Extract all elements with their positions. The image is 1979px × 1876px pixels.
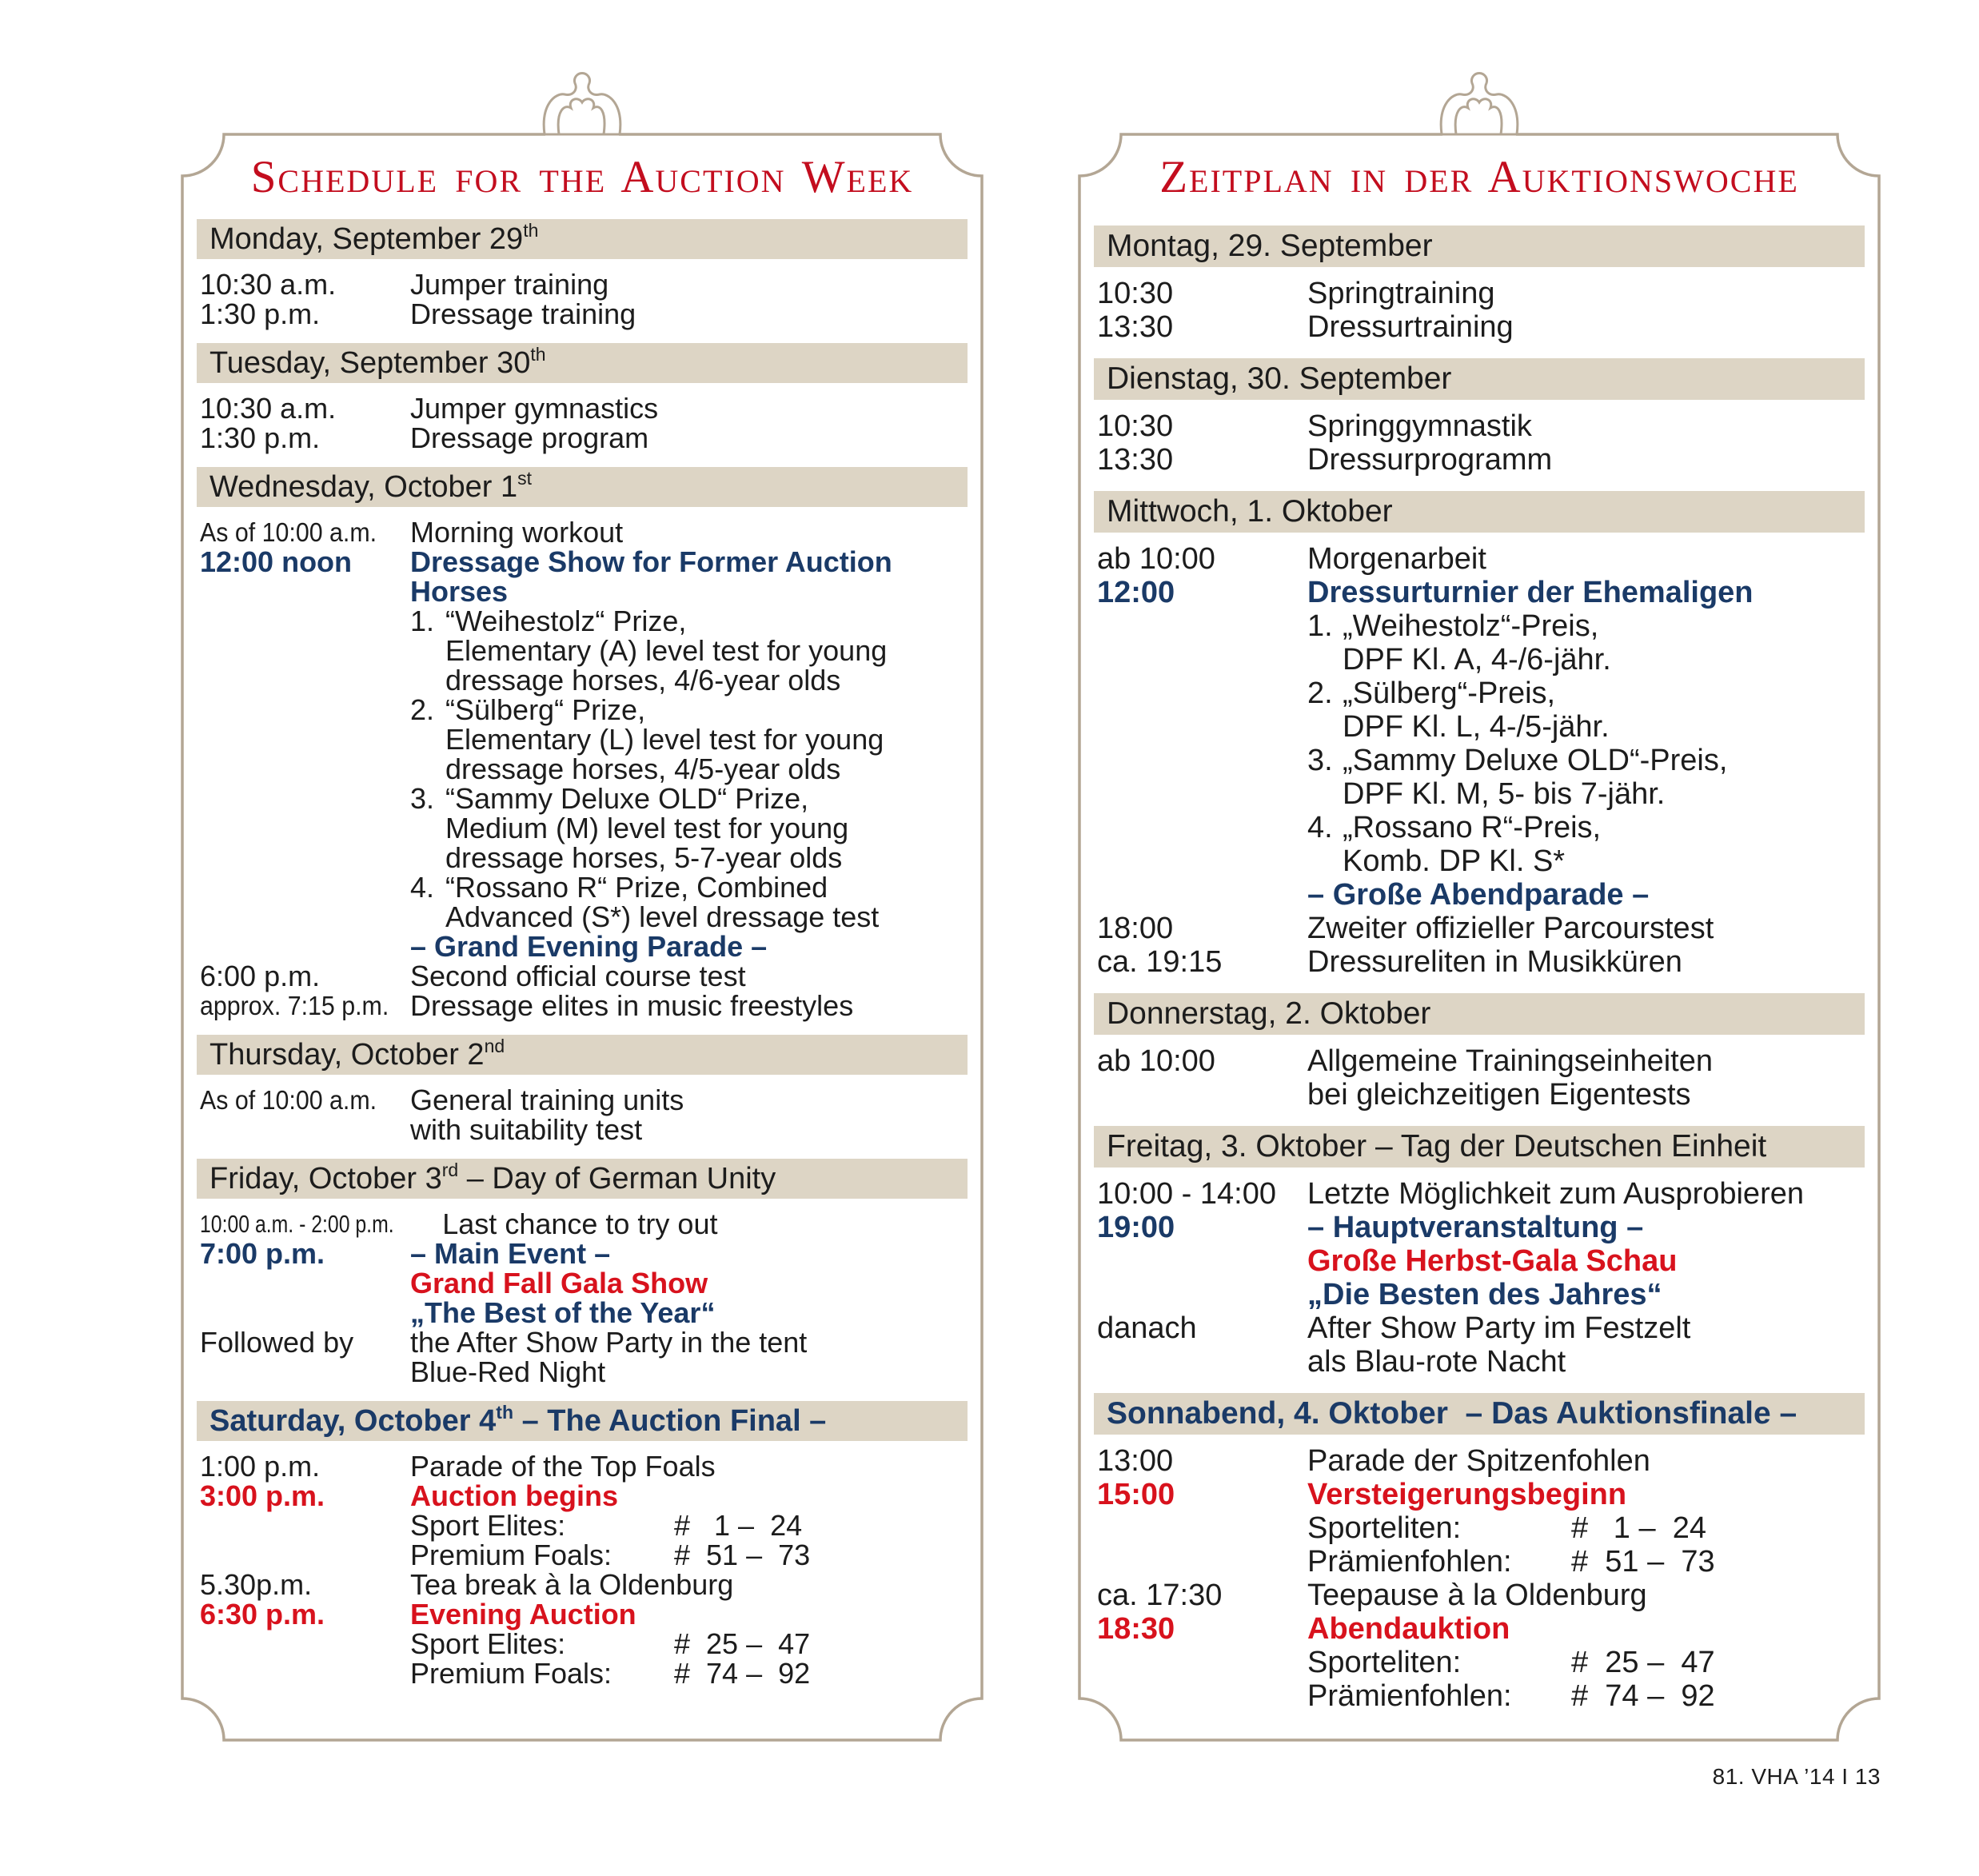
schedule-row (200, 517, 976, 547)
event-lines (410, 393, 976, 423)
time-cell: approx. 7:15 p.m. (200, 991, 389, 1020)
day-header (1094, 358, 1865, 400)
time-cell: 6:00 p.m. (200, 960, 321, 992)
page-number: 81. VHA ’14 I 13 (1712, 1764, 1881, 1789)
event-line: Dressage elites in music freestyles (410, 989, 854, 1022)
day-header-suffix: – The Auction Final – (513, 1403, 827, 1438)
schedule-row (1097, 1044, 1873, 1112)
list-text: “Sülberg“ Prize, (445, 693, 646, 726)
time-cell: 13:30 (1097, 443, 1174, 477)
event-line (1307, 1511, 1873, 1545)
event-lines (1307, 1545, 1873, 1579)
day-rows (181, 269, 984, 329)
event-line: with suitability test (410, 1113, 643, 1146)
schedule-row (200, 423, 976, 453)
event-line: DPF Kl. A, 4-/6-jähr. (1343, 643, 1611, 677)
event-lines (410, 1239, 976, 1327)
day-rows (1078, 542, 1881, 979)
event-line: dressage horses, 5-7-year olds (445, 841, 843, 874)
event-line: Parade der Spitzenfohlen (1307, 1444, 1650, 1478)
schedule-row (1097, 409, 1873, 443)
event-line: Versteigerungsbeginn (1307, 1478, 1627, 1511)
event-line: Morgenarbeit (1307, 542, 1486, 576)
event-line: Abendauktion (1307, 1612, 1510, 1646)
event-lines (410, 1658, 976, 1688)
time-cell: 1:30 p.m. (200, 297, 321, 330)
list-number: 3. (410, 782, 435, 815)
day-rows (1078, 1177, 1881, 1379)
event-lines (1307, 1444, 1873, 1478)
day-header-label: Wednesday, October 1 (209, 469, 518, 504)
panel-english (181, 61, 984, 1788)
event-lines (1307, 409, 1873, 443)
schedule-row (1097, 542, 1873, 576)
event-line: the After Show Party in the tent (410, 1326, 808, 1359)
day-header-label: Friday, October 3 (209, 1161, 442, 1195)
event-line (410, 1629, 976, 1658)
day-header-label: Sonnabend, 4. Oktober – Das Auktionsfinale – (1107, 1396, 1797, 1431)
event-lines (410, 1451, 976, 1481)
event-lines (1307, 1612, 1873, 1646)
schedule-row (200, 299, 976, 329)
schedule-row (1097, 1545, 1873, 1579)
event-line: Dressureliten in Musikküren (1307, 945, 1682, 979)
event-lines (1307, 576, 1873, 912)
time-cell: 15:00 (1097, 1478, 1175, 1511)
time-cell: 6:30 p.m. (200, 1598, 325, 1631)
day-rows (181, 1451, 984, 1688)
catalog-numbers: # 25 – 47 (1571, 1646, 1715, 1679)
schedule-row (200, 1511, 976, 1540)
event-line: Elementary (A) level test for young (445, 634, 888, 667)
event-line (1307, 677, 1873, 710)
day-header-label: Freitag, 3. Oktober – Tag der Deutschen Einheit (1107, 1129, 1767, 1164)
event-line: Grand Fall Gala Show (410, 1267, 708, 1299)
schedule-row (1097, 1679, 1873, 1713)
event-line: Auction begins (410, 1479, 618, 1512)
time-cell: danach (1097, 1311, 1197, 1345)
event-line (1307, 1646, 1873, 1679)
event-lines (410, 1327, 976, 1387)
day-rows (1078, 1444, 1881, 1713)
schedule-row (1097, 1511, 1873, 1545)
list-number: 2. (1307, 677, 1333, 710)
time-cell: As of 10:00 a.m. (200, 517, 377, 547)
day-header-label: Donnerstag, 2. Oktober (1107, 996, 1431, 1031)
time-cell: 12:00 noon (200, 545, 353, 578)
list-text: “Sammy Deluxe OLD“ Prize, (445, 782, 809, 815)
event-lines (1307, 310, 1873, 344)
event-line: „The Best of the Year“ (410, 1296, 716, 1329)
list-number: 3. (1307, 744, 1333, 777)
day-header (1094, 993, 1865, 1035)
event-line: Jumper gymnastics (410, 392, 659, 425)
event-line: Dressurtraining (1307, 310, 1514, 344)
day-header: Wednesday, October 1 st (197, 467, 968, 507)
event-line: – Hauptveranstaltung – (1307, 1211, 1644, 1244)
day-rows (1078, 277, 1881, 344)
event-lines (410, 1599, 976, 1629)
event-line: Dressage Show for Former Auction Horses (410, 545, 892, 608)
event-lines (410, 299, 976, 329)
list-number: 1. (1307, 609, 1333, 643)
day-header-suffix: – Day of German Unity (458, 1161, 776, 1195)
day-header (1094, 1393, 1865, 1435)
list-text: “Rossano R“ Prize, Combined (445, 871, 828, 904)
time-cell: 13:00 (1097, 1444, 1174, 1478)
event-line: General training units (410, 1084, 684, 1116)
time-cell: 10:30 (1097, 409, 1174, 443)
time-cell: Followed by (200, 1326, 354, 1359)
catalog-numbers: # 74 – 92 (674, 1657, 811, 1690)
event-line: Tea break à la Oldenburg (410, 1568, 734, 1601)
schedule-row (1097, 912, 1873, 945)
schedule-row (200, 991, 976, 1020)
event-line: Komb. DP Kl. S* (1343, 844, 1566, 878)
event-lines (1307, 1478, 1873, 1511)
schedule-row (200, 1481, 976, 1511)
catalog-label: Premium Foals: (410, 1539, 612, 1571)
event-line: bei gleichzeitigen Eigentests (1307, 1078, 1691, 1112)
schedule-row (1097, 1579, 1873, 1612)
day-header-label: Thursday, October 2 (209, 1037, 485, 1072)
schedule-row (1097, 1211, 1873, 1311)
event-line (1307, 1545, 1873, 1579)
time-cell: 3:00 p.m. (200, 1479, 325, 1512)
catalog-label: Prämienfohlen: (1307, 1679, 1512, 1713)
event-line: Blue-Red Night (410, 1355, 606, 1388)
day-header-label: Saturday, October 4 (209, 1403, 497, 1438)
time-cell: ca. 19:15 (1097, 945, 1223, 979)
panel-content (1078, 61, 1881, 1713)
event-line (410, 872, 976, 902)
catalog-label: Sport Elites: (410, 1509, 566, 1542)
time-cell: As of 10:00 a.m. (200, 1085, 377, 1115)
schedule-row (1097, 310, 1873, 344)
event-line: dressage horses, 4/6-year olds (445, 664, 841, 697)
event-line: Jumper training (410, 268, 609, 301)
event-lines (1307, 1044, 1873, 1112)
event-lines (410, 517, 976, 547)
schedule-row (1097, 443, 1873, 477)
event-line: Elementary (L) level test for young (445, 723, 884, 756)
schedule-row (200, 1209, 976, 1239)
schedule-row (1097, 1444, 1873, 1478)
event-line (1307, 609, 1873, 643)
day-header-label: Tuesday, September 30 (209, 345, 531, 380)
day-rows (181, 517, 984, 1020)
event-line: DPF Kl. L, 4-/5-jähr. (1343, 710, 1610, 744)
catalog-label: Sporteliten: (1307, 1511, 1462, 1545)
list-number: 4. (1307, 811, 1333, 844)
event-line (410, 1658, 976, 1688)
event-lines (410, 269, 976, 299)
list-number: 4. (410, 871, 435, 904)
event-lines (1307, 1511, 1873, 1545)
event-line: After Show Party im Festzelt (1307, 1311, 1691, 1345)
event-lines (410, 991, 976, 1020)
schedule-row (200, 1540, 976, 1570)
event-lines (410, 547, 976, 961)
schedule-row (200, 1629, 976, 1658)
catalog-label: Premium Foals: (410, 1657, 612, 1690)
time-cell: 18:00 (1097, 912, 1174, 945)
event-line: Dressurturnier der Ehemaligen (1307, 576, 1754, 609)
panel-german (1078, 61, 1881, 1788)
event-lines (410, 1085, 976, 1144)
list-text: „Weihestolz“-Preis, (1343, 609, 1599, 643)
day-header (1094, 1126, 1865, 1168)
event-lines (1307, 1679, 1873, 1713)
event-line (410, 695, 976, 724)
day-header-label: Mittwoch, 1. Oktober (1107, 494, 1393, 529)
event-lines (410, 961, 976, 991)
schedule-row (200, 1570, 976, 1599)
event-line: Teepause à la Oldenburg (1307, 1579, 1647, 1612)
schedule-row (200, 1085, 976, 1144)
event-line: Große Herbst-Gala Schau (1307, 1244, 1678, 1278)
catalog-numbers: # 51 – 73 (1571, 1545, 1715, 1579)
event-line: Last chance to try out (442, 1207, 718, 1240)
time-cell: 10:00 a.m. - 2:00 p.m. (200, 1210, 394, 1238)
page-title-german: Zeitplan in der Auktionswoche (1159, 152, 1799, 202)
event-line: „Die Besten des Jahres“ (1307, 1278, 1662, 1311)
schedule-row (200, 1599, 976, 1629)
event-lines (1307, 912, 1873, 945)
time-cell: 13:30 (1097, 310, 1174, 344)
day-rows (181, 1209, 984, 1387)
event-line: Medium (M) level test for young (445, 812, 849, 844)
event-line: – Grand Evening Parade – (410, 930, 768, 963)
event-line: Zweiter offizieller Parcourstest (1307, 912, 1714, 945)
time-cell: 19:00 (1097, 1211, 1175, 1244)
event-lines (410, 1511, 976, 1540)
catalog-numbers: # 25 – 47 (674, 1627, 811, 1660)
event-line: Letzte Möglichkeit zum Ausprobieren (1307, 1177, 1804, 1211)
day-header-label: Dienstag, 30. September (1107, 361, 1452, 396)
event-line: Springtraining (1307, 277, 1495, 310)
page-title-english: Schedule for the Auction Week (250, 152, 914, 202)
event-line: Evening Auction (410, 1598, 636, 1631)
time-cell: 10:30 a.m. (200, 392, 337, 425)
time-cell: 18:30 (1097, 1612, 1175, 1646)
day-header: Saturday, October 4 th – The Auction Final – (197, 1401, 968, 1441)
day-rows (1078, 1044, 1881, 1112)
catalog-label: Prämienfohlen: (1307, 1545, 1512, 1579)
event-line (1307, 744, 1873, 777)
list-text: “Weihestolz“ Prize, (445, 605, 687, 637)
event-line: – Main Event – (410, 1237, 611, 1270)
event-line: Morning workout (410, 516, 624, 549)
event-line (410, 1511, 976, 1540)
event-lines (1307, 1646, 1873, 1679)
catalog-numbers: # 1 – 24 (1571, 1511, 1707, 1545)
list-text: „Rossano R“-Preis, (1343, 811, 1602, 844)
time-cell: ab 10:00 (1097, 1044, 1215, 1078)
time-cell: 12:00 (1097, 576, 1175, 609)
event-line (410, 606, 976, 636)
day-header: Friday, October 3 rd – Day of German Unity (197, 1159, 968, 1199)
day-header: Tuesday, September 30 th (197, 343, 968, 383)
event-lines (1307, 542, 1873, 576)
event-lines (410, 1629, 976, 1658)
schedule-row (200, 961, 976, 991)
schedule-row (1097, 1311, 1873, 1379)
list-number: 1. (410, 605, 435, 637)
catalog-numbers: # 51 – 73 (674, 1539, 811, 1571)
list-text: „Sülberg“-Preis, (1343, 677, 1556, 710)
schedule-row (1097, 945, 1873, 979)
event-lines (1307, 277, 1873, 310)
time-cell: 10:30 (1097, 277, 1174, 310)
event-line (410, 1540, 976, 1570)
schedule-row (1097, 1177, 1873, 1211)
event-lines (442, 1209, 976, 1239)
event-lines (410, 1570, 976, 1599)
event-line (410, 784, 976, 813)
event-line: als Blau-rote Nacht (1307, 1345, 1566, 1379)
time-cell: 5.30p.m. (200, 1568, 313, 1601)
time-cell: 1:00 p.m. (200, 1450, 321, 1483)
event-line (1307, 1679, 1873, 1713)
event-line: – Große Abendparade – (1307, 878, 1650, 912)
panel-content (181, 61, 984, 1688)
day-header: Thursday, October 2 nd (197, 1035, 968, 1075)
event-line: DPF Kl. M, 5- bis 7-jähr. (1343, 777, 1666, 811)
schedule-row (200, 1327, 976, 1387)
schedule-row (200, 1658, 976, 1688)
time-cell: ab 10:00 (1097, 542, 1215, 576)
event-lines (1307, 945, 1873, 979)
catalog-label: Sport Elites: (410, 1627, 566, 1660)
event-line: Dressage program (410, 421, 649, 454)
day-rows (1078, 409, 1881, 477)
list-text: „Sammy Deluxe OLD“-Preis, (1343, 744, 1728, 777)
time-cell: ca. 17:30 (1097, 1579, 1223, 1612)
day-header (1094, 491, 1865, 533)
schedule-row (1097, 1478, 1873, 1511)
schedule-sections-english (181, 219, 984, 1688)
catalog-numbers: # 1 – 24 (674, 1509, 803, 1542)
event-line: Advanced (S*) level dressage test (445, 900, 880, 933)
day-rows (181, 1085, 984, 1144)
time-cell: 10:00 - 14:00 (1097, 1177, 1276, 1211)
catalog-label: Sporteliten: (1307, 1646, 1462, 1679)
catalog-numbers: # 74 – 92 (1571, 1679, 1715, 1713)
event-line: Allgemeine Trainingseinheiten (1307, 1044, 1713, 1078)
time-cell: 1:30 p.m. (200, 421, 321, 454)
schedule-row (200, 547, 976, 961)
schedule-row (1097, 277, 1873, 310)
event-lines (410, 423, 976, 453)
schedule-row (200, 1451, 976, 1481)
day-header-label: Montag, 29. September (1107, 229, 1433, 263)
event-line: Dressurprogramm (1307, 443, 1553, 477)
schedule-row (200, 393, 976, 423)
schedule-sections-german (1078, 226, 1881, 1713)
event-line: Parade of the Top Foals (410, 1450, 716, 1483)
event-lines (1307, 1211, 1873, 1311)
schedule-row (200, 1239, 976, 1327)
schedule-row (1097, 1646, 1873, 1679)
time-cell: 7:00 p.m. (200, 1237, 325, 1270)
day-rows (181, 393, 984, 453)
event-lines (1307, 1177, 1873, 1211)
time-cell: 10:30 a.m. (200, 268, 337, 301)
schedule-row (200, 269, 976, 299)
day-header (1094, 226, 1865, 267)
day-header-label: Monday, September 29 (209, 222, 524, 256)
event-line: Springgymnastik (1307, 409, 1532, 443)
event-lines (410, 1481, 976, 1511)
schedule-row (1097, 1612, 1873, 1646)
event-lines (410, 1540, 976, 1570)
event-line (1307, 811, 1873, 844)
event-lines (1307, 443, 1873, 477)
event-lines (1307, 1311, 1873, 1379)
day-header: Monday, September 29 th (197, 219, 968, 259)
event-line: Dressage training (410, 297, 636, 330)
schedule-row (1097, 576, 1873, 912)
event-line: dressage horses, 4/5-year olds (445, 752, 841, 785)
event-line: Second official course test (410, 960, 746, 992)
event-lines (1307, 1579, 1873, 1612)
list-number: 2. (410, 693, 435, 726)
